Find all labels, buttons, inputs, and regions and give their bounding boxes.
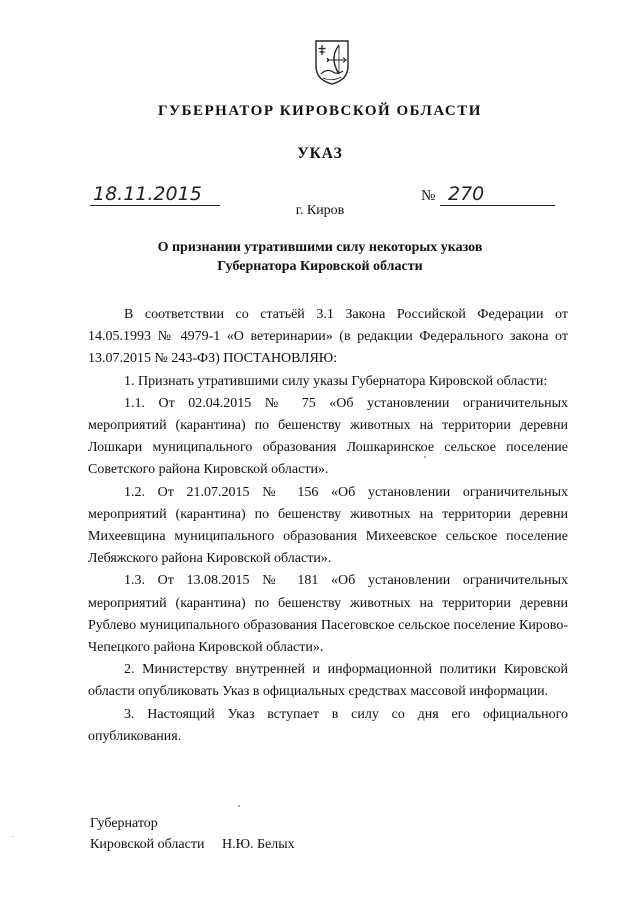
paragraph-1-3: 1.3. От 13.08.2015 № 181 «Об установлении ограничительных мероприятий (карантина) по бешенству животных на территории деревни Рублево муниципального образования Пасеговское сельское поселение Кирово-Чепецкого района Кировской области». <box>88 573 568 656</box>
scan-speck <box>424 456 426 458</box>
scan-speck <box>12 836 13 837</box>
signatory-name: Н.Ю. Белых <box>221 837 295 852</box>
number-value: 270 <box>448 183 485 205</box>
signature-block <box>90 813 295 855</box>
paragraph-1-1: 1.1. От 02.04.2015 № 75 «Об установлении ограничительных мероприятий (карантина) по бешенству животных на территории деревни Лошкари муниципального образования Лошкаринское сельское поселение Советского района Кировской области». <box>88 395 568 478</box>
paragraph-1-2: 1.2. От 21.07.2015 № 156 «Об установлении ограничительных мероприятий (карантина) по бешенству животных на территории деревни Михеевщина муниципального образования Михеевское сельское поселение Лебяжского района Кировской области». <box>88 484 568 567</box>
signatory-position-line-2: Кировской области <box>90 837 205 852</box>
kirov-region-coat-of-arms-icon <box>313 38 351 86</box>
document-title <box>60 238 580 276</box>
scan-speck <box>238 805 240 807</box>
signatory-position-line-1: Губернатор <box>90 816 158 831</box>
title-line-2: Губернатора Кировской области <box>217 259 423 274</box>
document-body <box>88 304 568 748</box>
paragraph-2: 2. Министерству внутренней и информационной политики Кировской области опубликовать Указ в официальных средствах массовой информации. <box>88 662 568 700</box>
paragraph-3: 3. Настоящий Указ вступает в силу со дня его официального опубликования. <box>88 706 568 744</box>
document-type: УКАЗ <box>297 145 343 162</box>
paragraph-preamble: В соответствии со статьёй 3.1 Закона Российской Федерации от 14.05.1993 № 4979-1 «О ветеринарии» (в редакции Федерального закона от 13.07.2015 № 243-ФЗ) ПОСТАНОВЛЯЮ: <box>88 307 568 367</box>
city: г. Киров <box>295 203 345 218</box>
issuing-authority: ГУБЕРНАТОР КИРОВСКОЙ ОБЛАСТИ <box>158 103 482 119</box>
number-label: № <box>421 188 436 204</box>
title-line-1: О признании утратившими силу некоторых указов <box>157 240 483 255</box>
paragraph-1: 1. Признать утратившими силу указы Губернатора Кировской области: <box>124 373 548 389</box>
date-value: 18.11.2015 <box>93 183 202 205</box>
